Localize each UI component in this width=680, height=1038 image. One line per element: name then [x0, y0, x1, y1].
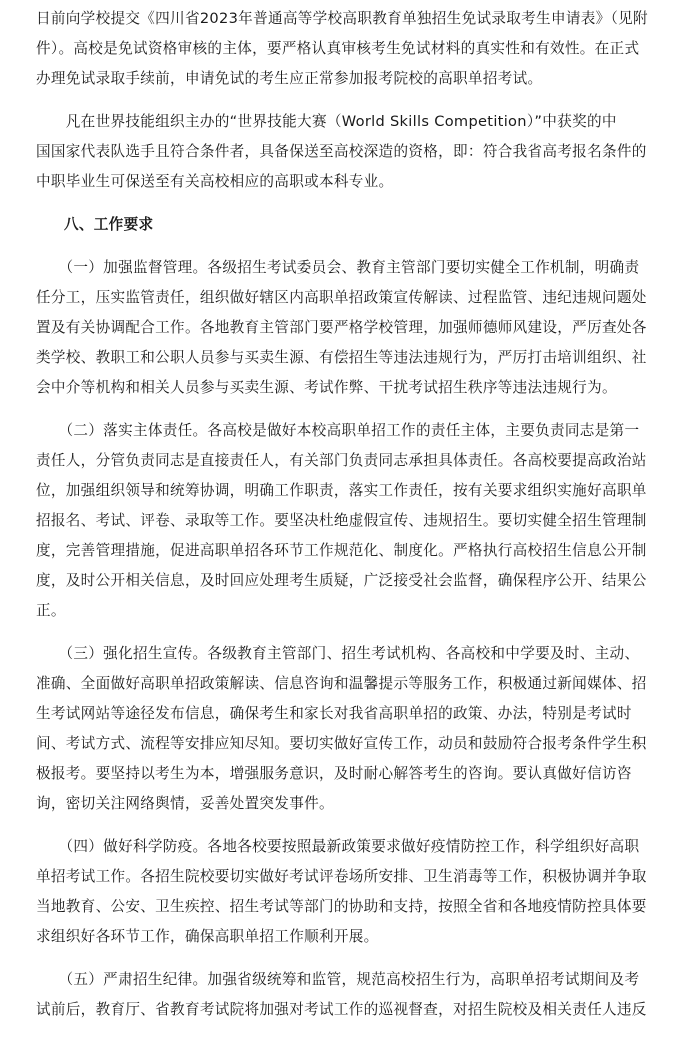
paragraph-line: 度，及时公开相关信息，及时回应处理考生质疑，广泛接受社会监督，确保程序公开、结果公 — [36, 572, 647, 589]
section-heading: 八、工作要求 — [64, 216, 154, 233]
paragraph — [36, 832, 648, 952]
paragraph-line: 生考试网站等途径发布信息，确保考生和家长对我省高职单招的政策、办法，特别是考试时 — [36, 705, 632, 722]
bottom-paragraphs — [36, 253, 648, 1025]
paragraph-line: 国国家代表队选手且符合条件者，具备保送至高校深造的资格，即：符合我省高考报名条件的 — [36, 143, 647, 160]
paragraph-line: 类学校、教职工和公职人员参与买卖生源、有偿招生等违法违规行为，严厉打击培训组织、社 — [36, 349, 647, 366]
paragraph-line: 询，密切关注网络舆情，妥善处置突发事件。 — [36, 795, 334, 812]
paragraph-line: （一）加强监督管理。各级招生考试委员会、教育主管部门要切实健全工作机制，明确责 — [36, 259, 640, 276]
paragraph-line: 极报考。要坚持以考生为本，增强服务意识，及时耐心解答考生的咨询。要认真做好信访咨 — [36, 765, 632, 782]
paragraph-line: 会中介等机构和相关人员参与买卖生源、考试作弊、干扰考试招生秩序等违法违规行为。 — [36, 379, 617, 396]
paragraph-line: （四）做好科学防疫。各地各校要按照最新政策要求做好疫情防控工作，科学组织好高职 — [36, 838, 640, 855]
paragraph-line: 求组织好各环节工作，确保高职单招工作顺利开展。 — [36, 928, 379, 945]
paragraph-line: 度，完善管理措施，促进高职单招各环节工作规范化、制度化。严格执行高校招生信息公开制 — [36, 542, 647, 559]
paragraph-line: 单招考试工作。各招生院校要切实做好考试评卷场所安排、卫生消毒等工作，积极协调并争取 — [36, 868, 647, 885]
paragraph-line: 日前向学校提交《四川省2023年普通高等学校高职教育单独招生免试录取考生申请表》（见附 — [36, 10, 648, 27]
paragraph-line: 置及有关协调配合工作。各地教育主管部门要严格学校管理，加强师德师风建设，严厉查处各 — [36, 319, 647, 336]
paragraph-line: 凡在世界技能组织主办的“世界技能大赛（World Skills Competition）”中获奖的中 — [36, 113, 617, 130]
paragraph-line: 试前后，教育厅、省教育考试院将加强对考试工作的巡视督查，对招生院校及相关责任人违反 — [36, 1001, 647, 1018]
paragraph-line: 当地教育、公安、卫生疾控、招生考试等部门的协助和支持，按照全省和各地疫情防控具体要 — [36, 898, 647, 915]
paragraph-line: 责任人，分管负责同志是直接责任人，有关部门负责同志承担具体责任。各高校要提高政治站 — [36, 452, 647, 469]
paragraph-line: 件）。高校是免试资格审核的主体，要严格认真审核考生免试材料的真实性和有效性。在正式 — [36, 40, 640, 57]
paragraph-line: 位，加强组织领导和统筹协调，明确工作职责，落实工作责任，按有关要求组织实施好高职单 — [36, 482, 647, 499]
paragraph-line: （三）强化招生宣传。各级教育主管部门、招生考试机构、各高校和中学要及时、主动、 — [36, 645, 640, 662]
paragraph-line: 间、考试方式、流程等安排应知尽知。要切实做好宣传工作，动员和鼓励符合报考条件学生积 — [36, 735, 647, 752]
paragraph — [36, 639, 648, 819]
paragraph-line: 中职毕业生可保送至有关高校相应的高职或本科专业。 — [36, 173, 394, 190]
paragraph-line: 准确、全面做好高职单招政策解读、信息咨询和温馨提示等服务工作，积极通过新闻媒体、招 — [36, 675, 647, 692]
paragraph — [36, 253, 648, 403]
paragraph-line: （二）落实主体责任。各高校是做好本校高职单招工作的责任主体，主要负责同志是第一 — [36, 422, 640, 439]
paragraph-line: 办理免试录取手续前，申请免试的考生应正常参加报考院校的高职单招考试。 — [36, 70, 543, 87]
paragraph-line: 正。 — [36, 602, 66, 619]
top-paragraphs — [36, 4, 648, 197]
paragraph-line: 招报名、考试、评卷、录取等工作。要坚决杜绝虚假宣传、违规招生。要切实健全招生管理制 — [36, 512, 647, 529]
paragraph — [36, 416, 648, 626]
paragraph — [36, 965, 648, 1025]
paragraph-line: 任分工，压实监管责任，组织做好辖区内高职单招政策宣传解读、过程监管、违纪违规问题处 — [36, 289, 647, 306]
document-body — [36, 4, 648, 1038]
paragraph-line: （五）严肃招生纪律。加强省级统筹和监管，规范高校招生行为，高职单招考试期间及考 — [36, 971, 640, 988]
paragraph — [36, 107, 648, 197]
paragraph — [36, 4, 648, 94]
